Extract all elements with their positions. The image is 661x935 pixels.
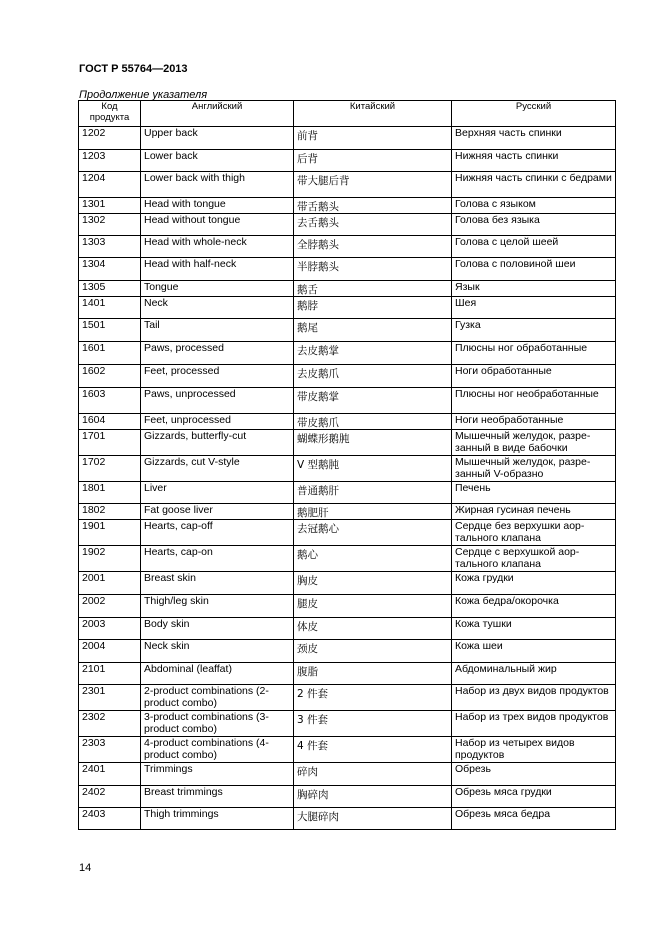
document-title: ГОСТ Р 55764—2013 [79,63,188,75]
cell-code: 1203 [79,150,141,172]
cell-russian: Сердце без верхушки аортального клапана [452,520,616,546]
cell-english: Neck skin [141,640,294,663]
table-row [79,737,616,763]
chinese-term: 去皮鹅掌 [297,345,339,357]
cell-code: 2402 [79,786,141,808]
cell-code: 1202 [79,127,141,150]
cell-chinese [294,711,452,737]
cell-chinese [294,546,452,572]
cell-english: Hearts, cap-off [141,520,294,546]
cell-english: Head with half-neck [141,258,294,281]
header-chinese: Китайский [294,101,452,127]
chinese-term: 半脖鹅头 [297,261,339,273]
chinese-term: 带大腿后背 [297,175,350,187]
cell-english: Breast skin [141,572,294,595]
cell-english: Abdominal (leaffat) [141,663,294,685]
cell-russian: Набор из трех видов продуктов [452,711,616,737]
cell-english: Feet, unprocessed [141,414,294,430]
cell-code: 1902 [79,546,141,572]
chinese-term: 鹅心 [297,549,318,561]
table-row [79,150,616,172]
cell-chinese [294,214,452,236]
cell-code: 2303 [79,737,141,763]
cell-english: 3-product combinations (3-product combo) [141,711,294,737]
cell-russian: Кожа бедра/окорочка [452,595,616,618]
cell-code: 1604 [79,414,141,430]
chinese-term: 带舌鹅头 [297,201,339,213]
cell-code: 1702 [79,456,141,482]
cell-english: Thigh trimmings [141,808,294,830]
cell-code: 2101 [79,663,141,685]
cell-russian: Ноги обработанные [452,365,616,388]
table-row [79,214,616,236]
cell-english: Paws, processed [141,342,294,365]
cell-russian: Мышечный желудок, разрезанный V-образно [452,456,616,482]
product-index-table [78,100,616,830]
cell-code: 1802 [79,504,141,520]
cell-russian: Набор из двух видов продуктов [452,685,616,711]
cell-english: Hearts, cap-on [141,546,294,572]
table-row [79,482,616,504]
table-row [79,342,616,365]
cell-english: Body skin [141,618,294,640]
cell-english: Fat goose liver [141,504,294,520]
cell-english: Thigh/leg skin [141,595,294,618]
cell-english: Gizzards, butterfly-cut [141,430,294,456]
cell-english: 2-product combinations (2-product combo) [141,685,294,711]
table-row [79,595,616,618]
cell-chinese [294,618,452,640]
cell-chinese [294,297,452,319]
cell-code: 1801 [79,482,141,504]
cell-english: Gizzards, cut V-style [141,456,294,482]
cell-english: Head with tongue [141,198,294,214]
chinese-term: 鹅肥肝 [297,507,329,519]
cell-russian: Абдоминальный жир [452,663,616,685]
cell-code: 1501 [79,319,141,342]
table-row [79,572,616,595]
header-code: Код продукта [79,101,141,127]
table-row [79,198,616,214]
table-row [79,546,616,572]
cell-russian: Печень [452,482,616,504]
cell-english: Upper back [141,127,294,150]
cell-russian: Нижняя часть спинки [452,150,616,172]
cell-chinese [294,365,452,388]
chinese-term: 颈皮 [297,643,318,655]
table-row [79,504,616,520]
cell-russian: Кожа шеи [452,640,616,663]
cell-chinese [294,430,452,456]
cell-russian: Жирная гусиная печень [452,504,616,520]
chinese-term: 大腿碎肉 [297,811,339,823]
cell-chinese [294,342,452,365]
cell-code: 1301 [79,198,141,214]
cell-chinese [294,685,452,711]
table-row [79,618,616,640]
cell-code: 1701 [79,430,141,456]
table-row [79,319,616,342]
table-row [79,414,616,430]
cell-english: Neck [141,297,294,319]
chinese-term: 前背 [297,130,318,142]
cell-russian: Набор из четырех видов продуктов [452,737,616,763]
cell-english: Tongue [141,281,294,297]
cell-code: 2003 [79,618,141,640]
table-row [79,685,616,711]
cell-chinese [294,663,452,685]
cell-russian: Мышечный желудок, разрезанный в виде бабочки [452,430,616,456]
cell-chinese [294,172,452,198]
chinese-term: 去冠鹅心 [297,523,339,535]
cell-code: 2403 [79,808,141,830]
cell-russian: Ноги необработанные [452,414,616,430]
cell-russian: Обрезь мяса грудки [452,786,616,808]
cell-chinese [294,198,452,214]
cell-chinese [294,236,452,258]
cell-russian: Голова с языком [452,198,616,214]
cell-english: Liver [141,482,294,504]
cell-chinese [294,319,452,342]
table-row [79,711,616,737]
cell-chinese [294,414,452,430]
chinese-term: 3 件套 [297,714,329,726]
cell-chinese [294,504,452,520]
cell-chinese [294,482,452,504]
table-row [79,663,616,685]
chinese-term: 2 件套 [297,688,329,700]
cell-russian: Нижняя часть спинки с бедрами [452,172,616,198]
table-row [79,236,616,258]
cell-code: 1304 [79,258,141,281]
table-row [79,172,616,198]
chinese-term: 腹脂 [297,666,318,678]
cell-code: 2001 [79,572,141,595]
cell-russian: Кожа грудки [452,572,616,595]
cell-english: 4-product combinations (4-product combo) [141,737,294,763]
cell-chinese [294,127,452,150]
cell-english: Feet, processed [141,365,294,388]
cell-english: Tail [141,319,294,342]
chinese-term: 带皮鹅掌 [297,391,339,403]
cell-chinese [294,150,452,172]
chinese-term: 去皮鹅爪 [297,368,339,380]
header-russian: Русский [452,101,616,127]
cell-russian: Шея [452,297,616,319]
cell-english: Trimmings [141,763,294,786]
cell-english: Lower back [141,150,294,172]
cell-chinese [294,808,452,830]
cell-chinese [294,520,452,546]
header-english: Английский [141,101,294,127]
cell-english: Breast trimmings [141,786,294,808]
chinese-term: 带皮鹅爪 [297,417,339,429]
chinese-term: 鹅舌 [297,284,318,296]
chinese-term: 后背 [297,153,318,165]
chinese-term: 胸皮 [297,575,318,587]
cell-code: 1302 [79,214,141,236]
cell-chinese [294,281,452,297]
cell-english: Head without tongue [141,214,294,236]
chinese-term: 腿皮 [297,598,318,610]
cell-chinese [294,786,452,808]
table-body [79,127,616,830]
table-row [79,365,616,388]
table-row [79,763,616,786]
page-number: 14 [79,862,92,874]
cell-code: 1603 [79,388,141,414]
chinese-term: 蝴蝶形鹅肫 [297,433,350,445]
cell-russian: Обрезь мяса бедра [452,808,616,830]
cell-chinese [294,258,452,281]
chinese-term: 鹅尾 [297,322,318,334]
chinese-term: 全脖鹅头 [297,239,339,251]
cell-chinese [294,595,452,618]
cell-code: 1305 [79,281,141,297]
cell-chinese [294,456,452,482]
table-row [79,127,616,150]
table-row [79,281,616,297]
table-row [79,456,616,482]
cell-code: 2301 [79,685,141,711]
chinese-term: 4 件套 [297,740,329,752]
cell-russian: Голова с половиной шеи [452,258,616,281]
cell-code: 2004 [79,640,141,663]
table-row [79,258,616,281]
cell-chinese [294,763,452,786]
table-row [79,520,616,546]
cell-chinese [294,572,452,595]
cell-code: 2401 [79,763,141,786]
table-row [79,388,616,414]
continuation-label: Продолжение указателя [79,89,208,101]
chinese-term: 胸碎肉 [297,789,329,801]
chinese-term: 去舌鹅头 [297,217,339,229]
cell-russian: Плюсны ног необработанные [452,388,616,414]
cell-english: Head with whole-neck [141,236,294,258]
table-row [79,430,616,456]
cell-russian: Голова без языка [452,214,616,236]
chinese-term: V 型鹅肫 [297,459,340,471]
chinese-term: 体皮 [297,621,318,633]
cell-code: 1401 [79,297,141,319]
cell-russian: Кожа тушки [452,618,616,640]
cell-russian: Голова с целой шеей [452,236,616,258]
cell-code: 2302 [79,711,141,737]
chinese-term: 普通鹅肝 [297,485,339,497]
chinese-term: 鹅脖 [297,300,318,312]
table-row [79,808,616,830]
cell-code: 1204 [79,172,141,198]
cell-russian: Плюсны ног обработанные [452,342,616,365]
table-row [79,297,616,319]
table-row [79,786,616,808]
cell-russian: Верхняя часть спинки [452,127,616,150]
cell-chinese [294,388,452,414]
cell-code: 1601 [79,342,141,365]
cell-english: Lower back with thigh [141,172,294,198]
cell-english: Paws, unprocessed [141,388,294,414]
cell-russian: Гузка [452,319,616,342]
cell-russian: Язык [452,281,616,297]
cell-russian: Сердце с верхушкой аортального клапана [452,546,616,572]
chinese-term: 碎肉 [297,766,318,778]
cell-chinese [294,737,452,763]
cell-chinese [294,640,452,663]
cell-code: 1602 [79,365,141,388]
cell-code: 1901 [79,520,141,546]
table-header-row [79,101,616,127]
table-row [79,640,616,663]
cell-code: 1303 [79,236,141,258]
cell-code: 2002 [79,595,141,618]
cell-russian: Обрезь [452,763,616,786]
